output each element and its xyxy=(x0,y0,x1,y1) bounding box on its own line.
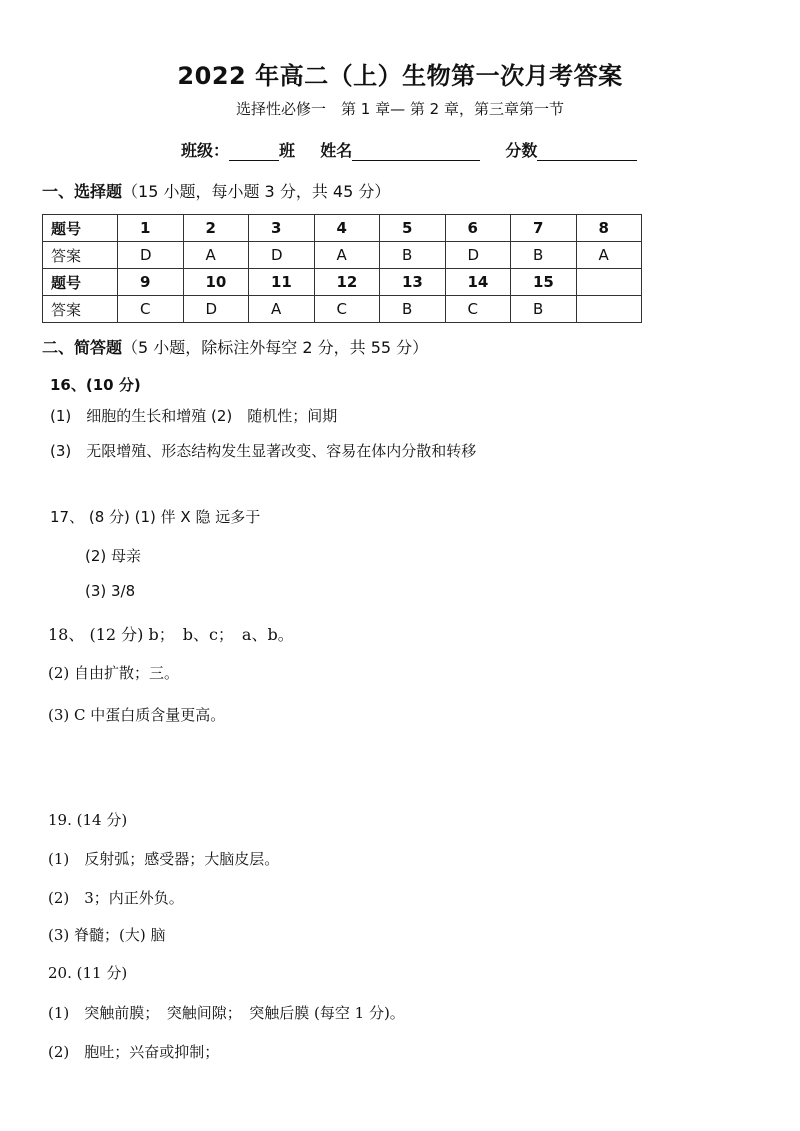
table-cell: B xyxy=(380,242,446,269)
q17-line-2: (3) 3/8 xyxy=(85,582,136,600)
answer-table xyxy=(42,214,642,323)
table-cell: 4 xyxy=(314,215,380,242)
q20-line-1: (1) 突触前膜； 突触间隙； 突触后膜 (每空 1 分)。 xyxy=(48,1004,405,1022)
section2-heading xyxy=(42,335,428,358)
q16-heading: 16、(10 分) xyxy=(50,376,141,394)
row-label-answer: 答案 xyxy=(43,242,118,269)
section2-title: 二、简答题 xyxy=(42,338,123,357)
table-cell: 13 xyxy=(380,269,446,296)
table-row-numbers-2 xyxy=(43,269,642,296)
section2-note: （5 小题，除标注外每空 2 分，共 55 分） xyxy=(122,338,429,357)
table-cell: B xyxy=(511,296,577,323)
table-cell: 10 xyxy=(183,269,249,296)
q16-line-1: (1) 细胞的生长和增殖 (2) 随机性；间期 xyxy=(50,407,338,425)
table-row-answers-2 xyxy=(43,296,642,323)
table-cell: A xyxy=(314,242,380,269)
row-label-number: 题号 xyxy=(43,269,118,296)
section1-heading xyxy=(42,179,390,202)
table-cell: D xyxy=(445,242,511,269)
row-label-number: 题号 xyxy=(43,215,118,242)
class-blank xyxy=(229,142,279,161)
table-cell: C xyxy=(118,296,184,323)
q20-heading: 20. (11 分) xyxy=(48,964,128,982)
page-title: 2022 年高二（上）生物第一次月考答案 xyxy=(177,62,623,90)
student-info xyxy=(181,138,637,161)
table-cell: 2 xyxy=(183,215,249,242)
table-cell: D xyxy=(183,296,249,323)
section1-title: 一、选择题 xyxy=(42,182,123,201)
table-cell: 15 xyxy=(511,269,577,296)
table-cell: C xyxy=(314,296,380,323)
row-label-answer: 答案 xyxy=(43,296,118,323)
q20-line-2: (2) 胞吐；兴奋或抑制； xyxy=(48,1043,220,1061)
table-cell: B xyxy=(380,296,446,323)
table-cell: 1 xyxy=(118,215,184,242)
table-cell xyxy=(576,269,642,296)
table-cell: A xyxy=(576,242,642,269)
table-cell: A xyxy=(249,296,315,323)
q19-line-1: (1) 反射弧；感受器；大脑皮层。 xyxy=(48,850,280,868)
q18-heading: 18、 (12 分) b； b、c； a、b。 xyxy=(48,625,294,644)
table-cell: 12 xyxy=(314,269,380,296)
table-cell: 7 xyxy=(511,215,577,242)
table-cell: 5 xyxy=(380,215,446,242)
table-row-numbers-1 xyxy=(43,215,642,242)
class-label: 班级： xyxy=(181,141,230,160)
page-subtitle: 选择性必修一 第 1 章— 第 2 章，第三章第一节 xyxy=(236,100,564,118)
table-cell: 6 xyxy=(445,215,511,242)
table-cell: 9 xyxy=(118,269,184,296)
score-label: 分数 xyxy=(505,141,538,160)
table-cell: 3 xyxy=(249,215,315,242)
name-label: 姓名 xyxy=(320,141,353,160)
name-blank xyxy=(352,142,480,161)
q17-heading: 17、 (8 分) (1) 伴 X 隐 远多于 xyxy=(50,508,261,526)
q18-line-1: (2) 自由扩散；三。 xyxy=(48,664,180,682)
class-suffix: 班 xyxy=(279,141,296,160)
section1-note: （15 小题，每小题 3 分，共 45 分） xyxy=(122,182,391,201)
table-row-answers-1 xyxy=(43,242,642,269)
table-cell: 14 xyxy=(445,269,511,296)
table-cell: B xyxy=(511,242,577,269)
table-cell: D xyxy=(249,242,315,269)
q17-line-1: (2) 母亲 xyxy=(85,547,142,565)
q19-heading: 19. (14 分) xyxy=(48,811,128,829)
table-cell: C xyxy=(445,296,511,323)
table-cell: 11 xyxy=(249,269,315,296)
table-cell xyxy=(576,296,642,323)
table-cell: 8 xyxy=(576,215,642,242)
table-cell: A xyxy=(183,242,249,269)
q16-line-2: (3) 无限增殖、形态结构发生显著改变、容易在体内分散和转移 xyxy=(50,442,477,460)
score-blank xyxy=(537,142,637,161)
q19-line-2: (2) 3；内正外负。 xyxy=(48,889,184,907)
q19-line-3: (3) 脊髓；(大) 脑 xyxy=(48,926,166,944)
table-cell: D xyxy=(118,242,184,269)
q18-line-2: (3) C 中蛋白质含量更高。 xyxy=(48,706,226,724)
